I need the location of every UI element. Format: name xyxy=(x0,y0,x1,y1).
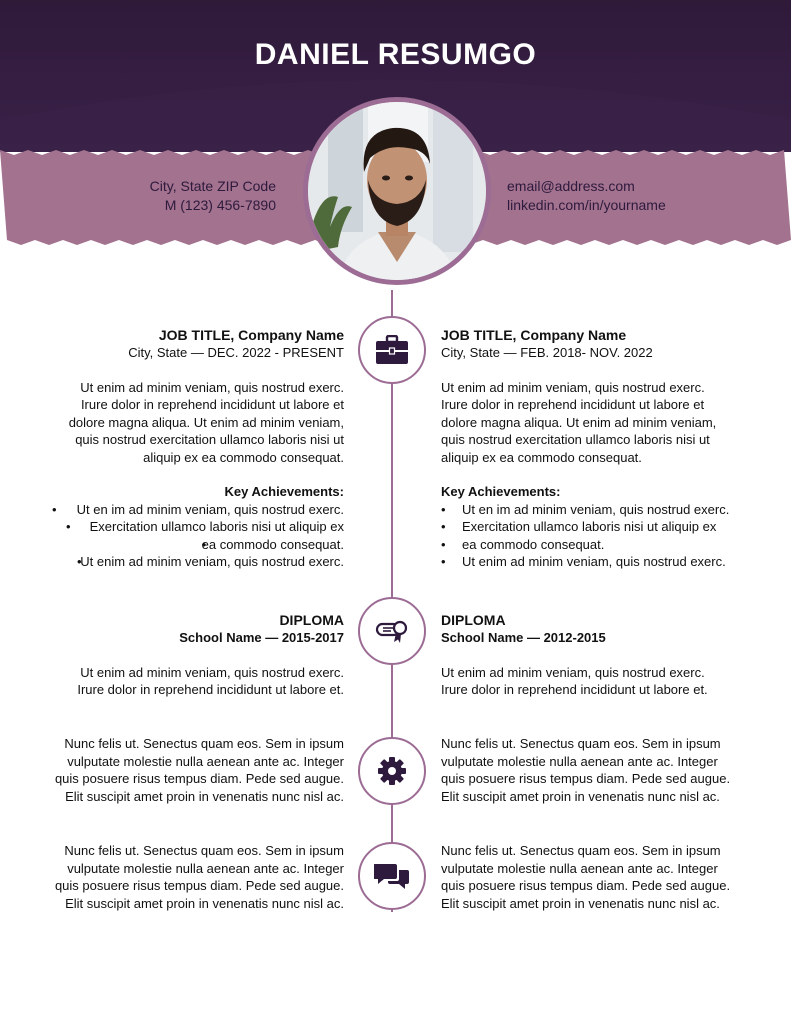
diploma-icon xyxy=(374,618,410,644)
profile-photo xyxy=(303,97,491,285)
gear-paragraph-right xyxy=(441,735,741,805)
para-line: Nunc felis ut. Senectus quam eos. Sem in ipsum xyxy=(441,736,721,751)
profile-photo-image xyxy=(308,102,486,280)
achievement-item: • Ut enim ad minim veniam, quis nostrud exerc. xyxy=(441,553,741,571)
job-location-dates: City, State — DEC. 2022 - PRESENT xyxy=(128,345,344,360)
desc-line: Irure dolor in reprehend incididunt ut labore et. xyxy=(77,682,344,697)
gear-node xyxy=(358,737,426,805)
briefcase-icon xyxy=(375,335,409,365)
job-description xyxy=(40,379,344,467)
achievement-item: • Exercitation ullamco laboris nisi ut aliquip ex xyxy=(40,518,344,536)
desc-line: dolore magna aliqua. Ut enim ad minim veniam, xyxy=(441,414,717,430)
para-line: quis posuere risus tempus diam. Pede sed augue. xyxy=(441,771,731,786)
degree-title: DIPLOMA xyxy=(279,612,344,628)
para-line: Elit suscipit amet proin in venenatis nunc nisl ac. xyxy=(441,788,720,804)
email-text: email@address.com xyxy=(507,178,635,194)
achievement-item: • Ut en im ad minim veniam, quis nostrud exerc. xyxy=(40,501,344,519)
achievement-item-continued: • ea commodo consequat. xyxy=(40,536,344,554)
job-location-dates: City, State — FEB. 2018- NOV. 2022 xyxy=(441,345,653,360)
school-dates: School Name — 2012-2015 xyxy=(441,630,606,645)
achievement-item-continued: • ea commodo consequat. xyxy=(441,536,741,554)
candidate-name: DANIEL RESUMGO xyxy=(254,38,537,71)
para-line: vulputate molestie nulla aenean ante ac. Integer xyxy=(441,860,718,876)
experience-entry-2 xyxy=(441,326,741,571)
chat-paragraph-left xyxy=(40,842,344,912)
para-line: Nunc felis ut. Senectus quam eos. Sem in ipsum xyxy=(64,843,344,858)
achievements-label: Key Achievements: xyxy=(224,484,344,499)
address-text: City, State ZIP Code xyxy=(149,178,276,194)
para-line: Elit suscipit amet proin in venenatis nunc nisl ac. xyxy=(65,895,344,911)
chat-icon xyxy=(374,862,410,890)
achievement-item: • Ut enim ad minim veniam, quis nostrud exerc. xyxy=(40,553,344,571)
achievements-list xyxy=(441,501,741,571)
desc-line: Irure dolor in reprehend incididunt ut labore et. xyxy=(441,682,708,697)
diploma-node xyxy=(358,597,426,665)
education-entry-1 xyxy=(40,611,344,699)
para-line: vulputate molestie nulla aenean ante ac. Integer xyxy=(67,753,344,769)
gear-paragraph-left xyxy=(40,735,344,805)
degree-title: DIPLOMA xyxy=(441,612,506,628)
school-dates: School Name — 2015-2017 xyxy=(179,630,344,645)
para-line: Nunc felis ut. Senectus quam eos. Sem in ipsum xyxy=(441,843,721,858)
education-entry-2 xyxy=(441,611,741,699)
para-line: Nunc felis ut. Senectus quam eos. Sem in ipsum xyxy=(64,736,344,751)
para-line: quis posuere risus tempus diam. Pede sed augue. xyxy=(54,878,344,893)
para-line: quis posuere risus tempus diam. Pede sed augue. xyxy=(54,771,344,786)
para-line: vulputate molestie nulla aenean ante ac. Integer xyxy=(441,753,718,769)
chat-node xyxy=(358,842,426,910)
desc-line: quis nostrud exercitation ullamco laboris nisi ut xyxy=(441,432,710,447)
desc-line: aliquip ex ea commodo consequat. xyxy=(441,449,642,465)
job-title: JOB TITLE, Company Name xyxy=(441,327,627,343)
achievement-item: • Ut en im ad minim veniam, quis nostrud exerc. xyxy=(441,501,741,519)
desc-line: Ut enim ad minim veniam, quis nostrud exerc. xyxy=(441,379,705,395)
chat-paragraph-right xyxy=(441,842,741,912)
contact-right xyxy=(507,177,747,215)
desc-line: dolore magna aliqua. Ut enim ad minim veniam, xyxy=(68,414,344,430)
desc-line: Ut enim ad minim veniam, quis nostrud exerc. xyxy=(441,664,705,680)
achievements-label: Key Achievements: xyxy=(441,484,561,499)
job-description xyxy=(441,379,741,467)
desc-line: Ut enim ad minim veniam, quis nostrud exerc. xyxy=(80,379,344,395)
achievements-list xyxy=(40,501,344,571)
gear-icon xyxy=(377,756,407,786)
contact-left xyxy=(60,177,276,215)
para-line: Elit suscipit amet proin in venenatis nunc nisl ac. xyxy=(65,788,344,804)
achievement-item: • Exercitation ullamco laboris nisi ut aliquip ex xyxy=(441,518,741,536)
desc-line: Irure dolor in reprehend incididunt ut labore et xyxy=(441,397,705,412)
desc-line: aliquip ex ea commodo consequat. xyxy=(143,449,344,465)
phone-text: M (123) 456-7890 xyxy=(164,197,276,213)
desc-line: Irure dolor in reprehend incididunt ut labore et xyxy=(80,397,344,412)
briefcase-node xyxy=(358,316,426,384)
para-line: vulputate molestie nulla aenean ante ac. Integer xyxy=(67,860,344,876)
para-line: Elit suscipit amet proin in venenatis nunc nisl ac. xyxy=(441,895,720,911)
job-title: JOB TITLE, Company Name xyxy=(158,327,344,343)
linkedin-text: linkedin.com/in/yourname xyxy=(507,197,666,213)
experience-entry-1 xyxy=(40,326,344,571)
desc-line: Ut enim ad minim veniam, quis nostrud exerc. xyxy=(80,664,344,680)
desc-line: quis nostrud exercitation ullamco laboris nisi ut xyxy=(75,432,344,447)
para-line: quis posuere risus tempus diam. Pede sed augue. xyxy=(441,878,731,893)
